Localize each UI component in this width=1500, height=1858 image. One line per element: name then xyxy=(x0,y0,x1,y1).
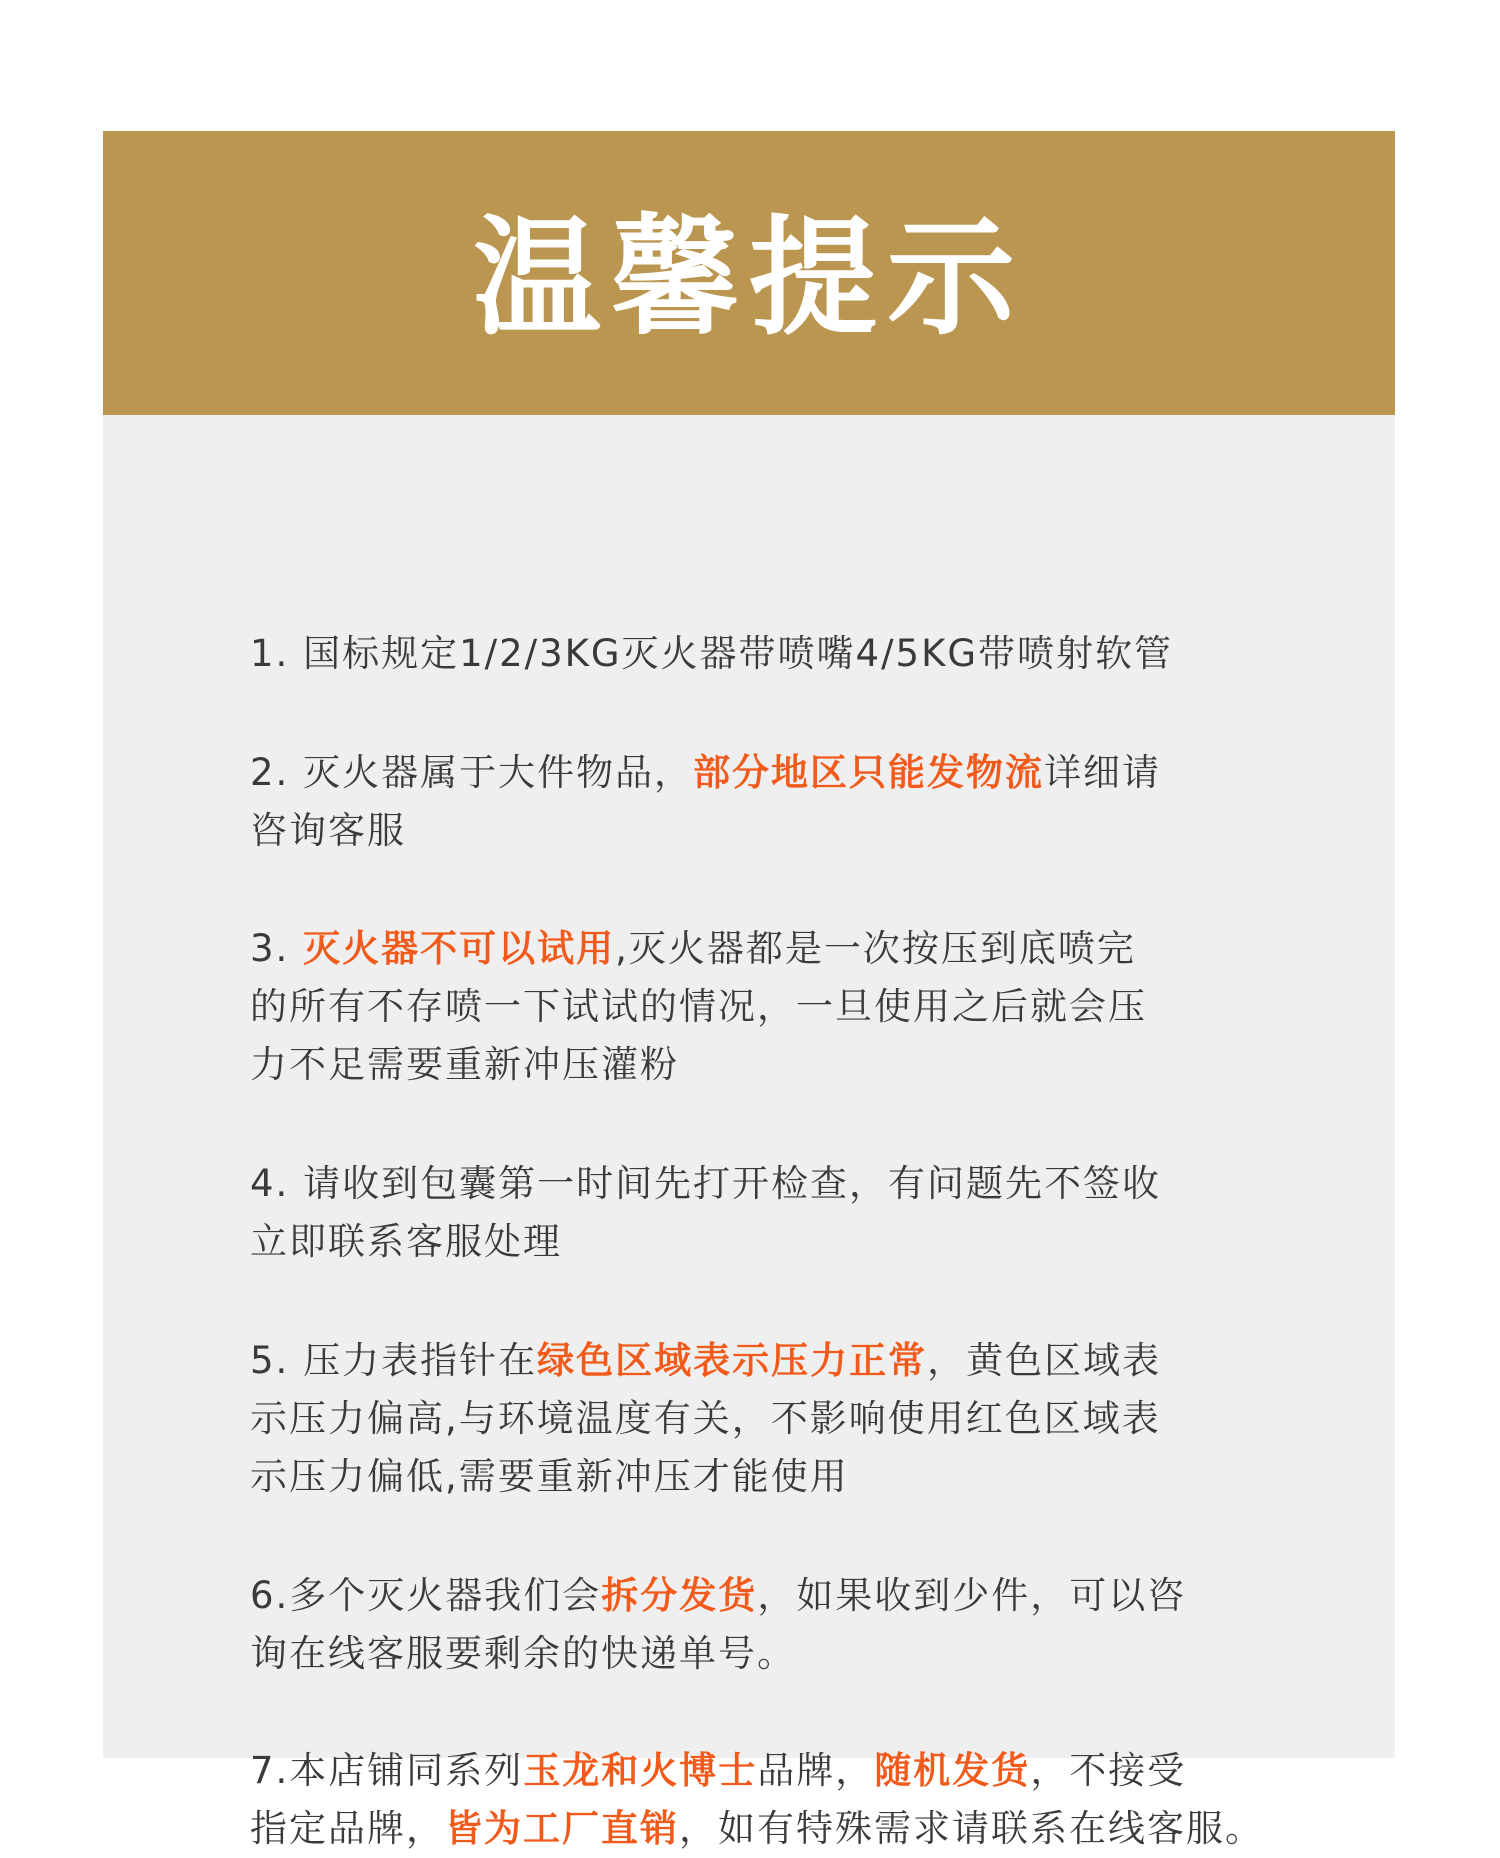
notice-text: ，不接受 xyxy=(1030,1749,1187,1792)
notice-text: 示压力偏低,需要重新冲压才能使用 xyxy=(250,1455,849,1498)
notice-text: 3. xyxy=(250,927,304,970)
notice-text: ，如有特殊需求请联系在线客服。 xyxy=(679,1807,1264,1850)
notice-item-2 xyxy=(250,744,1161,860)
highlight-text: 部分地区只能发物流 xyxy=(693,751,1045,794)
notice-text: ，如果收到少件，可以咨 xyxy=(757,1574,1187,1617)
notice-text: 7.本店铺同系列 xyxy=(250,1749,524,1792)
notice-text: 2. 灭火器属于大件物品， xyxy=(250,751,694,794)
notice-text: 示压力偏高,与环境温度有关，不影响使用红色区域表 xyxy=(250,1397,1161,1440)
notice-line xyxy=(250,1332,1161,1390)
notice-line xyxy=(250,1800,1264,1858)
notice-text: 立即联系客服处理 xyxy=(250,1220,562,1263)
notice-text: ，黄色区域表 xyxy=(927,1339,1162,1382)
highlight-text: 灭火器不可以试用 xyxy=(303,927,616,970)
notice-card xyxy=(103,131,1395,1850)
highlight-text: 随机发货 xyxy=(874,1749,1031,1792)
page-title: 温馨提示 xyxy=(472,204,1025,353)
notice-item-1 xyxy=(250,625,1173,683)
notice-item-7 xyxy=(250,1742,1264,1858)
notice-item-3 xyxy=(250,920,1147,1094)
notice-item-5 xyxy=(250,1332,1161,1506)
notice-text: 咨询客服 xyxy=(250,809,406,852)
notice-line xyxy=(250,1448,1161,1506)
notice-line xyxy=(250,1390,1161,1448)
notice-line xyxy=(250,625,1173,683)
notice-line xyxy=(250,744,1161,802)
notice-line xyxy=(250,1155,1161,1213)
notice-text: 详细请 xyxy=(1044,751,1162,794)
highlight-text: 绿色区域表示压力正常 xyxy=(537,1339,928,1382)
notice-text: 指定品牌， xyxy=(250,1807,445,1850)
notice-line xyxy=(250,920,1147,978)
header-banner xyxy=(103,131,1395,415)
notice-text: 的所有不存喷一下试试的情况，一旦使用之后就会压 xyxy=(250,985,1147,1028)
notice-line xyxy=(250,1625,1186,1683)
notice-text: 力不足需要重新冲压灌粉 xyxy=(250,1043,679,1086)
notice-item-4 xyxy=(250,1155,1161,1271)
notice-text: 1. 国标规定1/2/3KG灭火器带喷嘴4/5KG带喷射软管 xyxy=(250,632,1174,675)
notice-line xyxy=(250,1036,1147,1094)
notice-text: 询在线客服要剩余的快递单号。 xyxy=(250,1632,796,1675)
notice-text: ,灭火器都是一次按压到底喷完 xyxy=(615,927,1136,970)
highlight-text: 皆为工厂直销 xyxy=(445,1807,679,1850)
notice-text: 6.多个灭火器我们会 xyxy=(250,1574,602,1617)
notice-line xyxy=(250,1567,1186,1625)
notice-line xyxy=(250,978,1147,1036)
highlight-text: 玉龙和火博士 xyxy=(523,1749,758,1792)
notice-text: 4. 请收到包囊第一时间先打开检查，有问题先不签收 xyxy=(250,1162,1162,1205)
highlight-text: 拆分发货 xyxy=(601,1574,758,1617)
notice-text: 5. 压力表指针在 xyxy=(250,1339,538,1382)
notice-line xyxy=(250,802,1161,860)
notice-line xyxy=(250,1742,1264,1800)
notice-item-6 xyxy=(250,1567,1186,1683)
notice-line xyxy=(250,1213,1161,1271)
notice-text: 品牌， xyxy=(757,1749,875,1792)
